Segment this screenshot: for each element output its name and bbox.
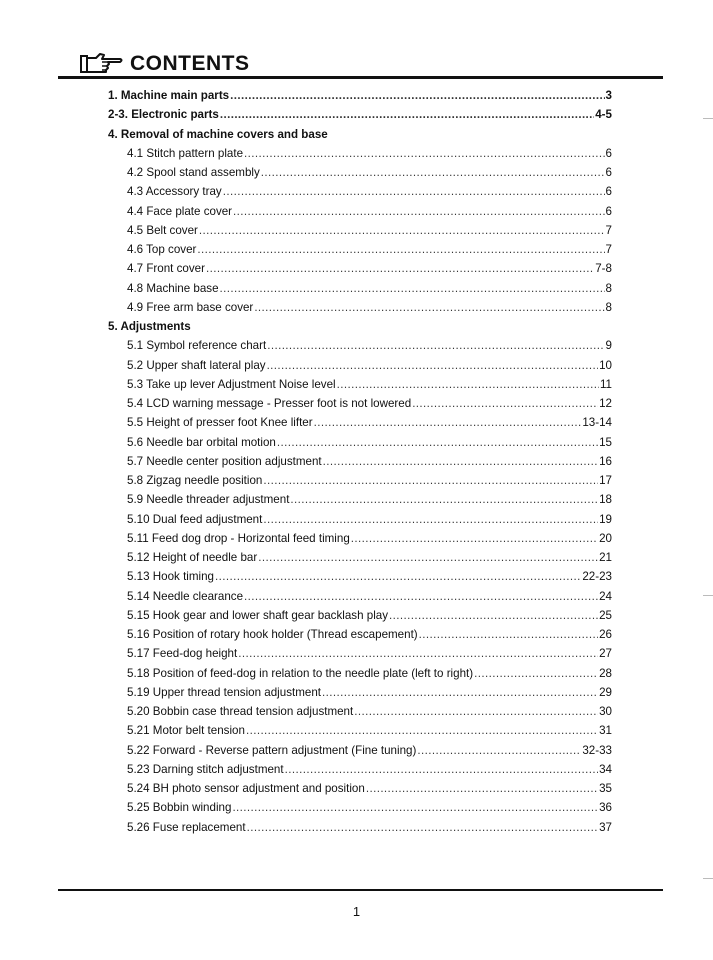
toc-dot-leader: [254, 301, 604, 314]
toc-entry: [108, 455, 612, 474]
toc-entry: [108, 513, 612, 532]
toc-entry-page: 7: [605, 243, 612, 256]
toc-dot-leader: [247, 821, 599, 834]
toc-entry: [108, 243, 612, 262]
toc-dot-leader: [285, 763, 598, 776]
toc-entry-label: 5.1 Symbol reference chart: [127, 339, 267, 353]
toc-entry: [108, 301, 612, 320]
toc-entry: [108, 205, 612, 224]
toc-entry-page: 6: [605, 146, 612, 160]
toc-dot-leader: [337, 378, 599, 391]
toc-entry-page: 26: [599, 628, 612, 641]
toc-entry-label: 5.14 Needle clearance: [127, 589, 244, 603]
toc-entry-page: 17: [599, 474, 612, 487]
toc-entry-label: 4.5 Belt cover: [127, 223, 198, 237]
toc-entry-label: 5.26 Fuse replacement: [127, 820, 246, 834]
toc-entry: [108, 628, 612, 647]
toc-entry: [108, 705, 612, 724]
toc-entry-page: 37: [599, 820, 612, 834]
toc-entry-page: 13-14: [582, 416, 612, 430]
toc-entry: [108, 339, 612, 358]
toc-dot-leader: [474, 667, 598, 680]
toc-entry: [108, 416, 612, 435]
toc-entry-page: 32-33: [582, 743, 612, 757]
toc-dot-leader: [277, 436, 598, 449]
toc-entry-label: 5.7 Needle center position adjustment: [127, 454, 322, 468]
toc-dot-leader: [199, 224, 605, 237]
toc-entry: [108, 128, 612, 147]
toc-entry-page: 9: [605, 339, 612, 353]
toc-dot-leader: [258, 551, 598, 564]
toc-entry-label: 5.15 Hook gear and lower shaft gear backlash play: [127, 608, 389, 622]
toc-entry-label: 5.5 Height of presser foot Knee lifter: [127, 416, 313, 430]
toc-dot-leader: [290, 493, 598, 506]
header-rule: [58, 76, 663, 79]
toc-entry-label: 5.4 LCD warning message - Presser foot is not lowered: [127, 397, 412, 410]
toc-dot-leader: [267, 339, 604, 352]
toc-entry-label: 5.9 Needle threader adjustment: [127, 493, 290, 507]
toc-dot-leader: [366, 782, 598, 795]
table-of-contents: [108, 89, 612, 840]
toc-entry-label: 5.11 Feed dog drop - Horizontal feed timing: [127, 531, 350, 545]
toc-entry-label: 5.25 Bobbin winding: [127, 801, 232, 815]
page-title: CONTENTS: [130, 52, 250, 75]
toc-entry-page: 15: [599, 435, 612, 449]
scan-edge-mark: [703, 878, 713, 879]
toc-entry-page: 21: [599, 551, 612, 564]
toc-dot-leader: [417, 744, 581, 757]
toc-entry-page: 18: [599, 493, 612, 507]
toc-dot-leader: [314, 416, 582, 429]
toc-entry-page: 35: [599, 782, 612, 795]
toc-entry: [108, 474, 612, 493]
toc-dot-leader: [238, 647, 598, 660]
toc-entry-label: 5.8 Zigzag needle position: [127, 474, 263, 487]
toc-entry-label: 4. Removal of machine covers and base: [108, 127, 328, 141]
toc-entry-page: 19: [599, 512, 612, 526]
toc-entry-label: 5. Adjustments: [108, 320, 191, 333]
toc-dot-leader: [232, 801, 598, 814]
toc-entry: [108, 262, 612, 281]
toc-entry-page: 6: [605, 166, 612, 179]
toc-entry-page: 6: [605, 204, 612, 218]
toc-dot-leader: [233, 205, 605, 218]
toc-entry-label: 4.9 Free arm base cover: [127, 300, 254, 314]
contents-header: [80, 50, 250, 78]
toc-entry-page: 36: [599, 801, 612, 815]
toc-dot-leader: [246, 724, 598, 737]
toc-entry-page: 20: [599, 531, 612, 545]
toc-entry: [108, 744, 612, 763]
toc-entry-label: 5.23 Darning stitch adjustment: [127, 762, 284, 776]
toc-entry-label: 4.8 Machine base: [127, 281, 219, 295]
toc-entry: [108, 282, 612, 301]
toc-entry-page: 31: [599, 724, 612, 738]
toc-entry-label: 5.17 Feed-dog height: [127, 647, 238, 661]
toc-dot-leader: [351, 532, 598, 545]
pointing-hand-icon: [80, 52, 124, 76]
toc-entry: [108, 609, 612, 628]
toc-entry: [108, 667, 612, 686]
toc-entry-page: 30: [599, 705, 612, 718]
toc-entry-page: 24: [599, 589, 612, 603]
toc-dot-leader: [389, 609, 598, 622]
toc-entry-page: 4-5: [595, 108, 612, 122]
toc-entry-page: 34: [599, 762, 612, 776]
toc-entry-page: 8: [605, 281, 612, 295]
toc-entry: [108, 551, 612, 570]
toc-entry: [108, 378, 612, 397]
toc-entry-label: 2-3. Electronic parts: [108, 108, 219, 122]
toc-entry-label: 5.19 Upper thread tension adjustment: [127, 685, 321, 699]
toc-dot-leader: [220, 108, 594, 121]
toc-entry: [108, 647, 612, 666]
toc-entry-page: 7: [605, 223, 612, 237]
toc-entry: [108, 532, 612, 551]
toc-entry-page: 10: [599, 358, 612, 372]
toc-entry-page: 29: [599, 685, 612, 699]
toc-entry-label: 5.22 Forward - Reverse pattern adjustment (Fine tuning): [127, 743, 417, 757]
toc-dot-leader: [215, 570, 581, 583]
toc-dot-leader: [263, 474, 598, 487]
toc-entry-label: 4.3 Accessory tray: [127, 185, 222, 199]
toc-entry-page: 11: [599, 377, 612, 391]
toc-entry: [108, 782, 612, 801]
toc-dot-leader: [419, 628, 598, 641]
toc-entry-label: 5.6 Needle bar orbital motion: [127, 435, 276, 449]
toc-entry-label: 5.24 BH photo sensor adjustment and position: [127, 782, 365, 795]
toc-entry: [108, 493, 612, 512]
toc-dot-leader: [261, 166, 605, 179]
toc-entry-label: 4.7 Front cover: [127, 262, 205, 276]
toc-entry-page: 22-23: [582, 570, 612, 584]
scan-edge-mark: [703, 118, 713, 119]
toc-entry-page: 28: [599, 666, 612, 680]
toc-dot-leader: [354, 705, 598, 718]
toc-dot-leader: [206, 262, 594, 275]
toc-entry: [108, 724, 612, 743]
toc-entry: [108, 185, 612, 204]
toc-entry: [108, 359, 612, 378]
toc-dot-leader: [244, 147, 605, 160]
toc-entry-label: 5.3 Take up lever Adjustment Noise level: [127, 377, 336, 391]
toc-entry-label: 5.20 Bobbin case thread tension adjustment: [127, 705, 354, 718]
toc-entry-page: 27: [599, 647, 612, 661]
toc-dot-leader: [197, 243, 604, 256]
toc-entry: [108, 821, 612, 840]
toc-entry: [108, 108, 612, 127]
toc-dot-leader: [244, 590, 598, 603]
toc-entry: [108, 166, 612, 185]
toc-entry-label: 5.18 Position of feed-dog in relation to the needle plate (left to right): [127, 666, 474, 680]
toc-entry: [108, 570, 612, 589]
toc-entry: [108, 763, 612, 782]
toc-entry: [108, 590, 612, 609]
toc-entry-page: 8: [605, 300, 612, 314]
toc-entry-label: 4.6 Top cover: [127, 243, 197, 256]
toc-dot-leader: [220, 282, 605, 295]
toc-entry-label: 1. Machine main parts: [108, 89, 230, 102]
toc-entry-label: 5.16 Position of rotary hook holder (Thread escapement): [127, 628, 418, 641]
toc-entry-page: 6: [605, 185, 612, 199]
toc-entry-label: 5.10 Dual feed adjustment: [127, 512, 263, 526]
toc-entry-page: 7-8: [595, 262, 612, 276]
toc-dot-leader: [223, 185, 605, 198]
toc-entry: [108, 436, 612, 455]
toc-dot-leader: [267, 359, 599, 372]
toc-entry-label: 4.2 Spool stand assembly: [127, 166, 260, 179]
page-number: 1: [352, 904, 361, 919]
toc-entry: [108, 801, 612, 820]
toc-entry-page: 16: [599, 454, 612, 468]
toc-dot-leader: [230, 89, 604, 102]
toc-entry-label: 5.12 Height of needle bar: [127, 551, 258, 564]
toc-entry: [108, 89, 612, 108]
toc-entry: [108, 224, 612, 243]
toc-dot-leader: [323, 455, 598, 468]
toc-entry: [108, 147, 612, 166]
toc-entry-page: 3: [605, 89, 612, 102]
toc-entry: [108, 320, 612, 339]
toc-entry-label: 4.4 Face plate cover: [127, 204, 233, 218]
toc-entry-label: 5.2 Upper shaft lateral play: [127, 358, 266, 372]
toc-entry: [108, 686, 612, 705]
toc-dot-leader: [263, 513, 598, 526]
toc-dot-leader: [322, 686, 598, 699]
toc-entry: [108, 397, 612, 416]
toc-dot-leader: [412, 397, 598, 410]
scan-edge-mark: [703, 595, 713, 596]
toc-entry-label: 5.21 Motor belt tension: [127, 724, 245, 738]
toc-entry-label: 5.13 Hook timing: [127, 570, 214, 584]
toc-entry-page: 25: [599, 608, 612, 622]
toc-entry-label: 4.1 Stitch pattern plate: [127, 146, 244, 160]
footer-rule: [58, 889, 663, 891]
toc-entry-page: 12: [599, 397, 612, 410]
